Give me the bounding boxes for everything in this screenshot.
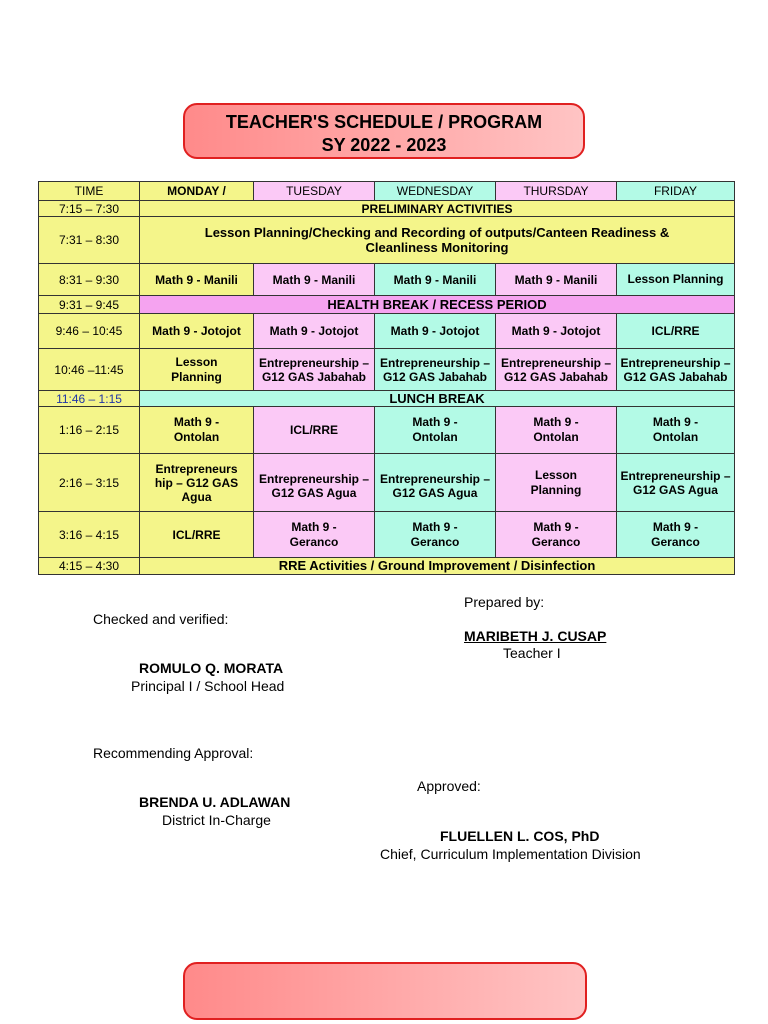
table-row [39,454,735,512]
schedule-cell: Math 9 - Geranco [254,512,375,558]
time-cell: 7:15 – 7:30 [39,201,140,217]
schedule-cell: Math 9 - Geranco [496,512,617,558]
header-tuesday: TUESDAY [254,182,375,201]
approved-title: Chief, Curriculum Implementation Division [380,846,641,862]
table-row [39,314,735,349]
schedule-cell: Math 9 - Geranco [375,512,496,558]
table-row [39,558,735,575]
schedule-cell: ICL/RRE [140,512,254,558]
schedule-cell: Entrepreneurship – G12 GAS Agua [617,454,735,512]
schedule-cell: Lesson Planning [617,264,735,296]
approved-name: FLUELLEN L. COS, PhD [440,828,600,844]
schedule-cell: Math 9 - Ontolan [617,407,735,454]
approved-label: Approved: [417,778,481,794]
recommending-label: Recommending Approval: [93,745,254,761]
schedule-cell: Lesson Planning [140,349,254,391]
time-cell: 11:46 – 1:15 [39,391,140,407]
span-cell: HEALTH BREAK / RECESS PERIOD [140,296,735,314]
schedule-cell: ICL/RRE [254,407,375,454]
table-row [39,296,735,314]
schedule-cell: Math 9 - Geranco [617,512,735,558]
schedule-cell: Entrepreneurship – G12 GAS Jabahab [617,349,735,391]
checked-name: ROMULO Q. MORATA [139,660,284,676]
recommending-title: District In-Charge [162,812,271,828]
header-thursday: THURSDAY [496,182,617,201]
header-friday: FRIDAY [617,182,735,201]
schedule-cell: Math 9 - Jotojot [496,314,617,349]
title-line-1: TEACHER'S SCHEDULE / PROGRAM [225,112,543,132]
time-cell: 2:16 – 3:15 [39,454,140,512]
prepared-name: MARIBETH J. CUSAP [464,628,607,644]
table-row [39,349,735,391]
header-wednesday: WEDNESDAY [375,182,496,201]
schedule-cell: Math 9 - Manili [375,264,496,296]
time-cell: 9:31 – 9:45 [39,296,140,314]
title-box [183,103,585,159]
span-cell: Lesson Planning/Checking and Recording of outputs/Canteen Readiness & Cleanliness Monitoring [140,217,735,264]
header-monday: MONDAY / [140,182,254,201]
schedule-cell: Entrepreneurs hip – G12 GAS Agua [140,454,254,512]
checked-label: Checked and verified: [93,611,229,627]
span-cell: LUNCH BREAK [140,391,735,407]
span-cell: RRE Activities / Ground Improvement / Disinfection [140,558,735,575]
schedule-cell: Entrepreneurship – G12 GAS Agua [254,454,375,512]
schedule-cell: Math 9 - Ontolan [140,407,254,454]
schedule-cell: Math 9 - Ontolan [375,407,496,454]
checked-title: Principal I / School Head [131,678,285,694]
header-row [39,182,735,201]
schedule-cell: Math 9 - Manili [254,264,375,296]
schedule-cell: Lesson Planning [496,454,617,512]
recommending-name: BRENDA U. ADLAWAN [139,794,291,810]
schedule-cell: Entrepreneurship – G12 GAS Jabahab [496,349,617,391]
time-cell: 8:31 – 9:30 [39,264,140,296]
table-row [39,201,735,217]
table-row [39,407,735,454]
table-row [39,391,735,407]
table-row [39,217,735,264]
span-cell: PRELIMINARY ACTIVITIES [140,201,735,217]
title-line-2: SY 2022 - 2023 [321,135,447,155]
schedule-cell: Math 9 - Jotojot [375,314,496,349]
schedule-table [38,181,735,575]
prepared-title: Teacher I [503,645,561,661]
schedule-cell: Math 9 - Jotojot [140,314,254,349]
table-row [39,512,735,558]
time-cell: 4:15 – 4:30 [39,558,140,575]
prepared-label: Prepared by: [464,594,545,610]
schedule-cell: Entrepreneurship – G12 GAS Jabahab [375,349,496,391]
schedule-cell: Entrepreneurship – G12 GAS Jabahab [254,349,375,391]
header-time: TIME [39,182,140,201]
table-row [39,264,735,296]
time-cell: 10:46 –11:45 [39,349,140,391]
time-cell: 9:46 – 10:45 [39,314,140,349]
schedule-cell: Math 9 - Manili [140,264,254,296]
time-cell: 7:31 – 8:30 [39,217,140,264]
time-cell: 1:16 – 2:15 [39,407,140,454]
schedule-cell: Entrepreneurship – G12 GAS Agua [375,454,496,512]
bottom-decorative-box [183,962,587,1020]
schedule-cell: Math 9 - Jotojot [254,314,375,349]
schedule-cell: Math 9 - Ontolan [496,407,617,454]
schedule-cell: Math 9 - Manili [496,264,617,296]
schedule-cell: ICL/RRE [617,314,735,349]
time-cell: 3:16 – 4:15 [39,512,140,558]
